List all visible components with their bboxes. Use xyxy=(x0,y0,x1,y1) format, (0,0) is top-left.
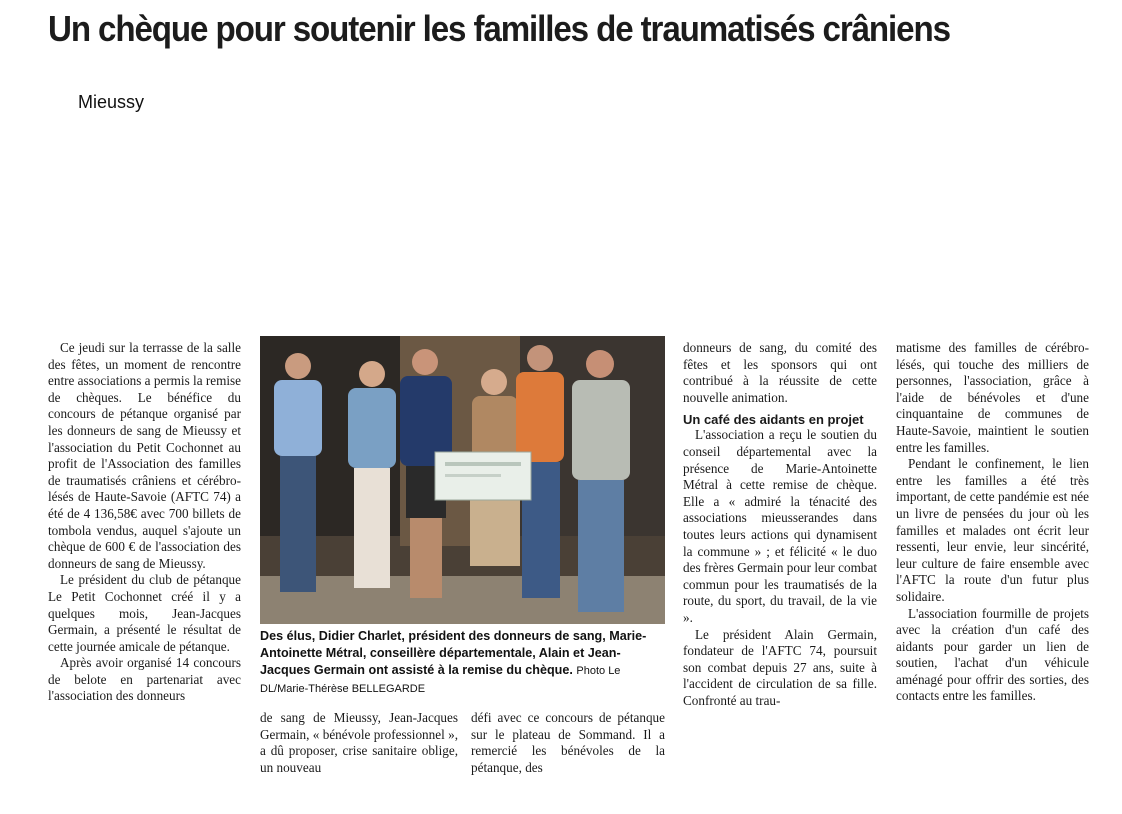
photo-credit: Photo Le DL/Marie-Thérèse BELLEGARDE xyxy=(260,665,621,695)
article-column-2 xyxy=(260,710,458,776)
article-column-1 xyxy=(48,340,241,705)
paragraph: défi avec ce concours de pétanque sur le plateau de Sommand. Il a remercié les bénévoles de la pétanque, des xyxy=(471,710,665,775)
group-photo-illustration xyxy=(260,336,665,624)
article-location: Mieussy xyxy=(78,92,145,112)
paragraph: L'association a reçu le soutien du conseil départemental avec la présence de Marie-Antoinette Métral à cette remise de chèque. Elle a « admiré la ténacité des associations mieusserandes dans toutes leurs actions qui dynamisent la commune » ; et félicité « le duo des frères Germain pour leur combat commun pour les traumatisés de la route, du sport, du travail, de la vie ». xyxy=(683,427,877,625)
paragraph: donneurs de sang, du comité des fêtes et les sponsors qui ont contribué à la réussite de cette nouvelle animation. xyxy=(683,340,877,405)
article-headline: Un chèque pour soutenir les familles de traumatisés crâniens xyxy=(48,8,950,49)
paragraph: L'association fourmille de projets avec la création d'un café des aidants pour garder un lien de soutien, l'achat d'un véhicule aménagé pour offrir des sorties, des contacts entre les familles. xyxy=(896,605,1089,704)
section-heading: Un café des aidants en projet xyxy=(683,412,864,428)
article-column-3 xyxy=(471,710,665,776)
article-column-4 xyxy=(683,340,877,709)
paragraph: matisme des familles de cérébro-lésés, qui touche des milliers de personnes, l'association, grâce à l'aide de bénévoles et d'une cinquantaine de communes de Haute-Savoie, maintient le soutien entre les familles. xyxy=(896,340,1089,455)
photo-caption xyxy=(260,628,670,698)
paragraph: Le président du club de pétanque Le Petit Cochonnet créé il y a quelques mois, Jean-Jacques Germain, a présenté le résultat de cette journée amicale de pétanque. xyxy=(48,572,241,654)
article-column-5 xyxy=(896,340,1089,705)
paragraph: Après avoir organisé 14 concours de belote en partenariat avec l'association des donneurs xyxy=(48,655,241,704)
article-photo xyxy=(260,336,665,624)
paragraph: Le président Alain Germain, fondateur de l'AFTC 74, poursuit son combat depuis 27 ans, suite à l'accident de circulation de sa fille. Confronté au trau- xyxy=(683,626,877,708)
paragraph: Ce jeudi sur la terrasse de la salle des fêtes, un moment de rencontre entre associations a permis la remise de chèques. Le bénéfice du concours de pétanque organisé par les donneurs de sang de Mieussy et l'association du Petit Cochonnet au profit de l'Association des familles de traumatisés crâniens et cérébro-lésés de Haute-Savoie (AFTC 74) a été de 4 136,58€ avec 700 billets de tombola vendus, auquel s'ajoute un chèque de 600 € de l'association des donneurs de sang de Mieussy. xyxy=(48,340,241,571)
caption-text: Des élus, Didier Charlet, président des donneurs de sang, Marie-Antoinette Métral, conseillère départementale, Alain et Jean-Jacques Germain ont assisté à la remise du chèque. xyxy=(260,629,647,677)
paragraph: de sang de Mieussy, Jean-Jacques Germain, « bénévole professionnel », a dû proposer, crise sanitaire oblige, un nouveau xyxy=(260,710,458,775)
paragraph: Pendant le confinement, le lien entre les familles a été très important, de cette pandémie est née un livre de pensées du jour où les familles et malades ont écrit leur ressenti, leur envie, leur sincérité, leur culture de faire ensemble avec l'AFTC la route d'un futur plus solidaire. xyxy=(896,456,1089,604)
